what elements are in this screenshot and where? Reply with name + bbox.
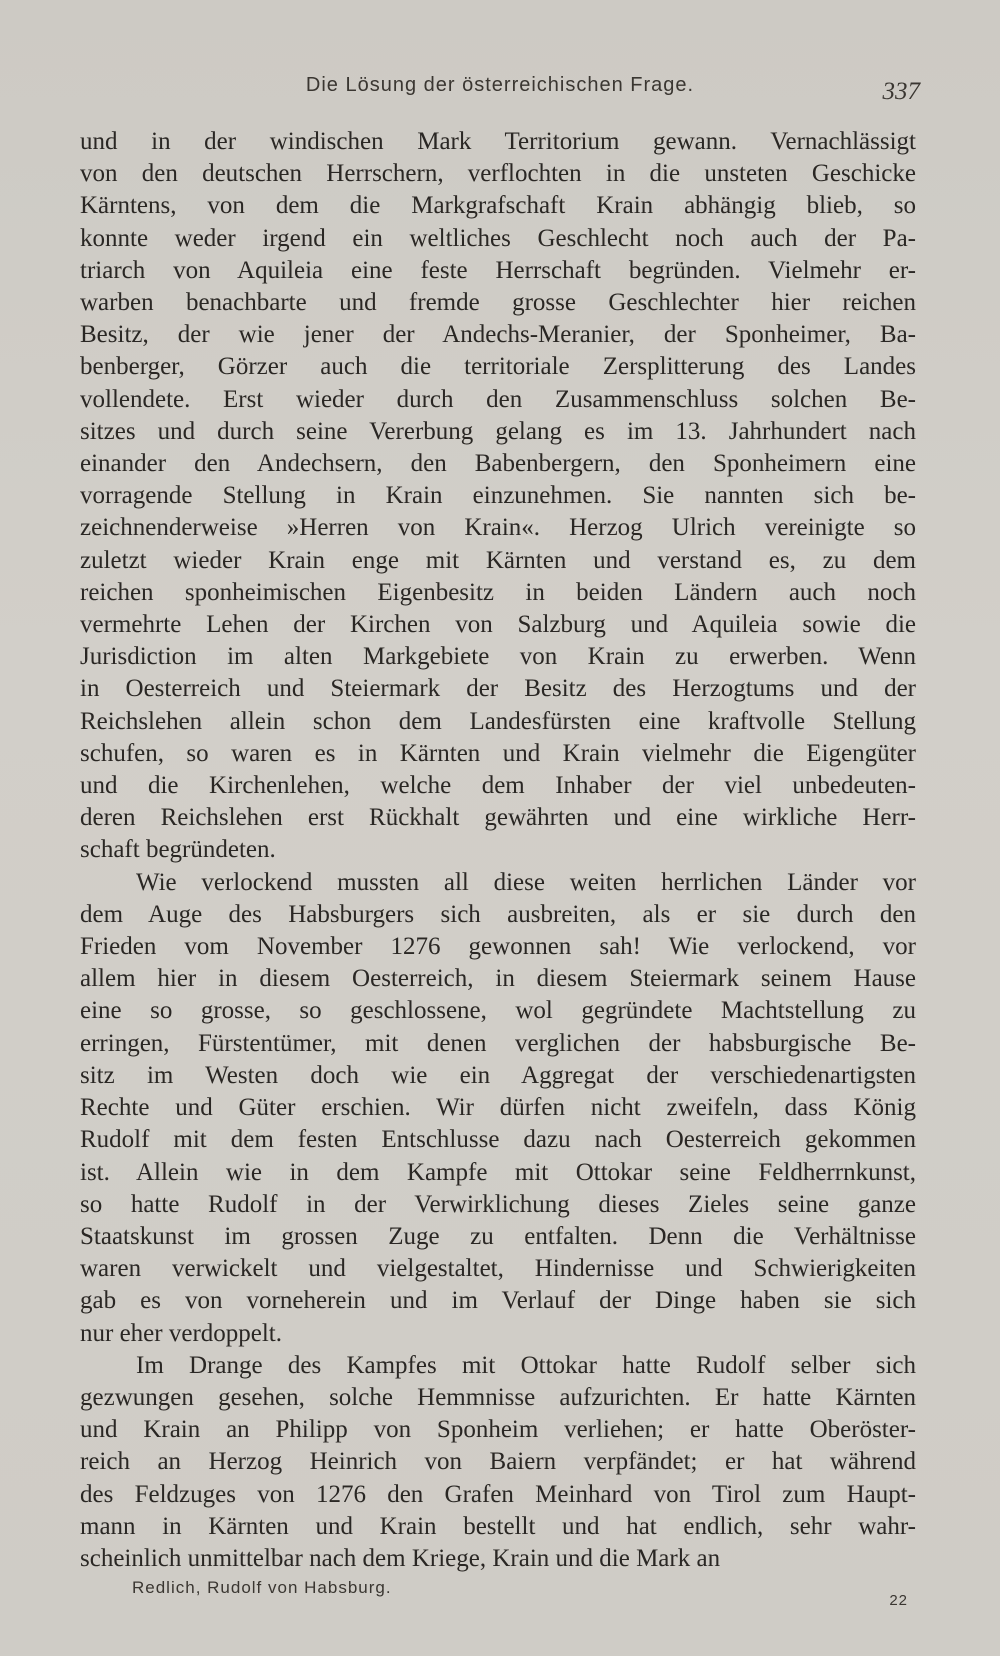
running-head [80, 70, 920, 110]
text-line: waren verwickelt und vielgestaltet, Hindernisse und Schwierigkeiten [80, 1255, 916, 1283]
text-line: Rechte und Güter erschien. Wir dürfen nicht zweifeln, dass König [80, 1094, 916, 1122]
text-line: warben benachbarte und fremde grosse Geschlechter hier reichen [80, 289, 916, 317]
text-line: des Feldzuges von 1276 den Grafen Meinhard von Tirol zum Haupt- [80, 1480, 916, 1508]
text-line: von den deutschen Herrschern, verflochten in die unsteten Geschicke [80, 160, 916, 188]
text-line: Wie verlockend mussten all diese weiten herrlichen Länder vor [136, 868, 916, 896]
running-title: Die Lösung der österreichischen Frage. [305, 74, 695, 96]
paragraph [80, 1350, 916, 1575]
text-line: zuletzt wieder Krain enge mit Kärnten und verstand es, zu dem [80, 546, 916, 574]
text-line: Jurisdiction im alten Markgebiete von Krain zu erwerben. Wenn [80, 643, 916, 671]
text-line: eine so grosse, so geschlossene, wol gegründete Machtstellung zu [80, 997, 916, 1025]
paragraph [80, 867, 916, 1350]
text-line: triarch von Aquileia eine feste Herrschaft begründen. Vielmehr er- [80, 256, 916, 284]
page-footer [80, 1578, 920, 1618]
text-line: und in der windischen Mark Territorium gewann. Vernachlässigt [80, 128, 916, 155]
body-text [80, 126, 916, 1575]
text-line: sitz im Westen doch wie ein Aggregat der verschiedenartigsten [80, 1061, 916, 1089]
text-line: nur eher verdoppelt. [80, 1319, 283, 1347]
text-line: Reichslehen allein schon dem Landesfürsten eine kraftvolle Stellung [80, 707, 916, 735]
text-line: vermehrte Lehen der Kirchen von Salzburg und Aquileia sowie die [80, 611, 916, 639]
text-line: Frieden vom November 1276 gewonnen sah! Wie verlockend, vor [80, 933, 916, 961]
text-line: schaft begründeten. [80, 836, 276, 864]
text-line: reichen sponheimischen Eigenbesitz in beiden Ländern auch noch [80, 578, 916, 606]
text-line: Rudolf mit dem festen Entschlusse dazu nach Oesterreich gekommen [80, 1126, 916, 1154]
paragraph [80, 126, 916, 867]
text-line: deren Reichslehen erst Rückhalt gewährten und eine wirkliche Herr- [80, 804, 916, 832]
text-line: dem Auge des Habsburgers sich ausbreiten, als er sie durch den [80, 900, 916, 928]
text-line: gezwungen gesehen, solche Hemmnisse aufzurichten. Er hatte Kärnten [80, 1383, 916, 1411]
text-line: allem hier in diesem Oesterreich, in diesem Steiermark seinem Hause [80, 965, 916, 993]
text-line: mann in Kärnten und Krain bestellt und hat endlich, sehr wahr- [80, 1512, 916, 1540]
text-line: so hatte Rudolf in der Verwirklichung dieses Zieles seine ganze [80, 1190, 916, 1218]
text-line: sitzes und durch seine Vererbung gelang es im 13. Jahrhundert nach [80, 417, 916, 445]
text-line: vollendete. Erst wieder durch den Zusammenschluss solchen Be- [80, 385, 916, 413]
page-number: 337 [882, 78, 920, 105]
text-line: ist. Allein wie in dem Kampfe mit Ottokar seine Feldherrnkunst, [80, 1158, 916, 1186]
text-line: konnte weder irgend ein weltliches Geschlecht noch auch der Pa- [80, 224, 916, 252]
text-line: und die Kirchenlehen, welche dem Inhaber der viel unbedeuten- [80, 772, 916, 800]
text-line: vorragende Stellung in Krain einzunehmen. Sie nannten sich be- [80, 482, 916, 510]
sheet-number: 22 [889, 1592, 908, 1609]
text-line: scheinlich unmittelbar nach dem Kriege, Krain und die Mark an [80, 1544, 721, 1572]
text-line: und Krain an Philipp von Sponheim verliehen; er hatte Oberöster- [80, 1416, 916, 1444]
text-line: Kärntens, von dem die Markgrafschaft Krain abhängig blieb, so [80, 192, 916, 220]
text-line: einander den Andechsern, den Babenbergern, den Sponheimern eine [80, 450, 916, 478]
text-line: in Oesterreich und Steiermark der Besitz des Herzogtums und der [80, 675, 916, 703]
text-line: benberger, Görzer auch die territoriale Zersplitterung des Landes [80, 353, 916, 381]
text-line: erringen, Fürstentümer, mit denen verglichen der habsburgische Be- [80, 1029, 916, 1057]
text-line: Staatskunst im grossen Zuge zu entfalten. Denn die Verhältnisse [80, 1222, 916, 1250]
text-line: zeichnenderweise »Herren von Krain«. Herzog Ulrich vereinigte so [80, 514, 916, 542]
text-line: schufen, so waren es in Kärnten und Krain vielmehr die Eigengüter [80, 739, 916, 767]
text-line: reich an Herzog Heinrich von Baiern verpfändet; er hat während [80, 1448, 916, 1476]
text-line: gab es von vorneherein und im Verlauf der Dinge haben sie sich [80, 1287, 916, 1315]
text-line: Im Drange des Kampfes mit Ottokar hatte Rudolf selber sich [136, 1351, 916, 1379]
signature-line: Redlich, Rudolf von Habsburg. [132, 1578, 392, 1597]
text-line: Besitz, der wie jener der Andechs-Meranier, der Sponheimer, Ba- [80, 321, 916, 349]
